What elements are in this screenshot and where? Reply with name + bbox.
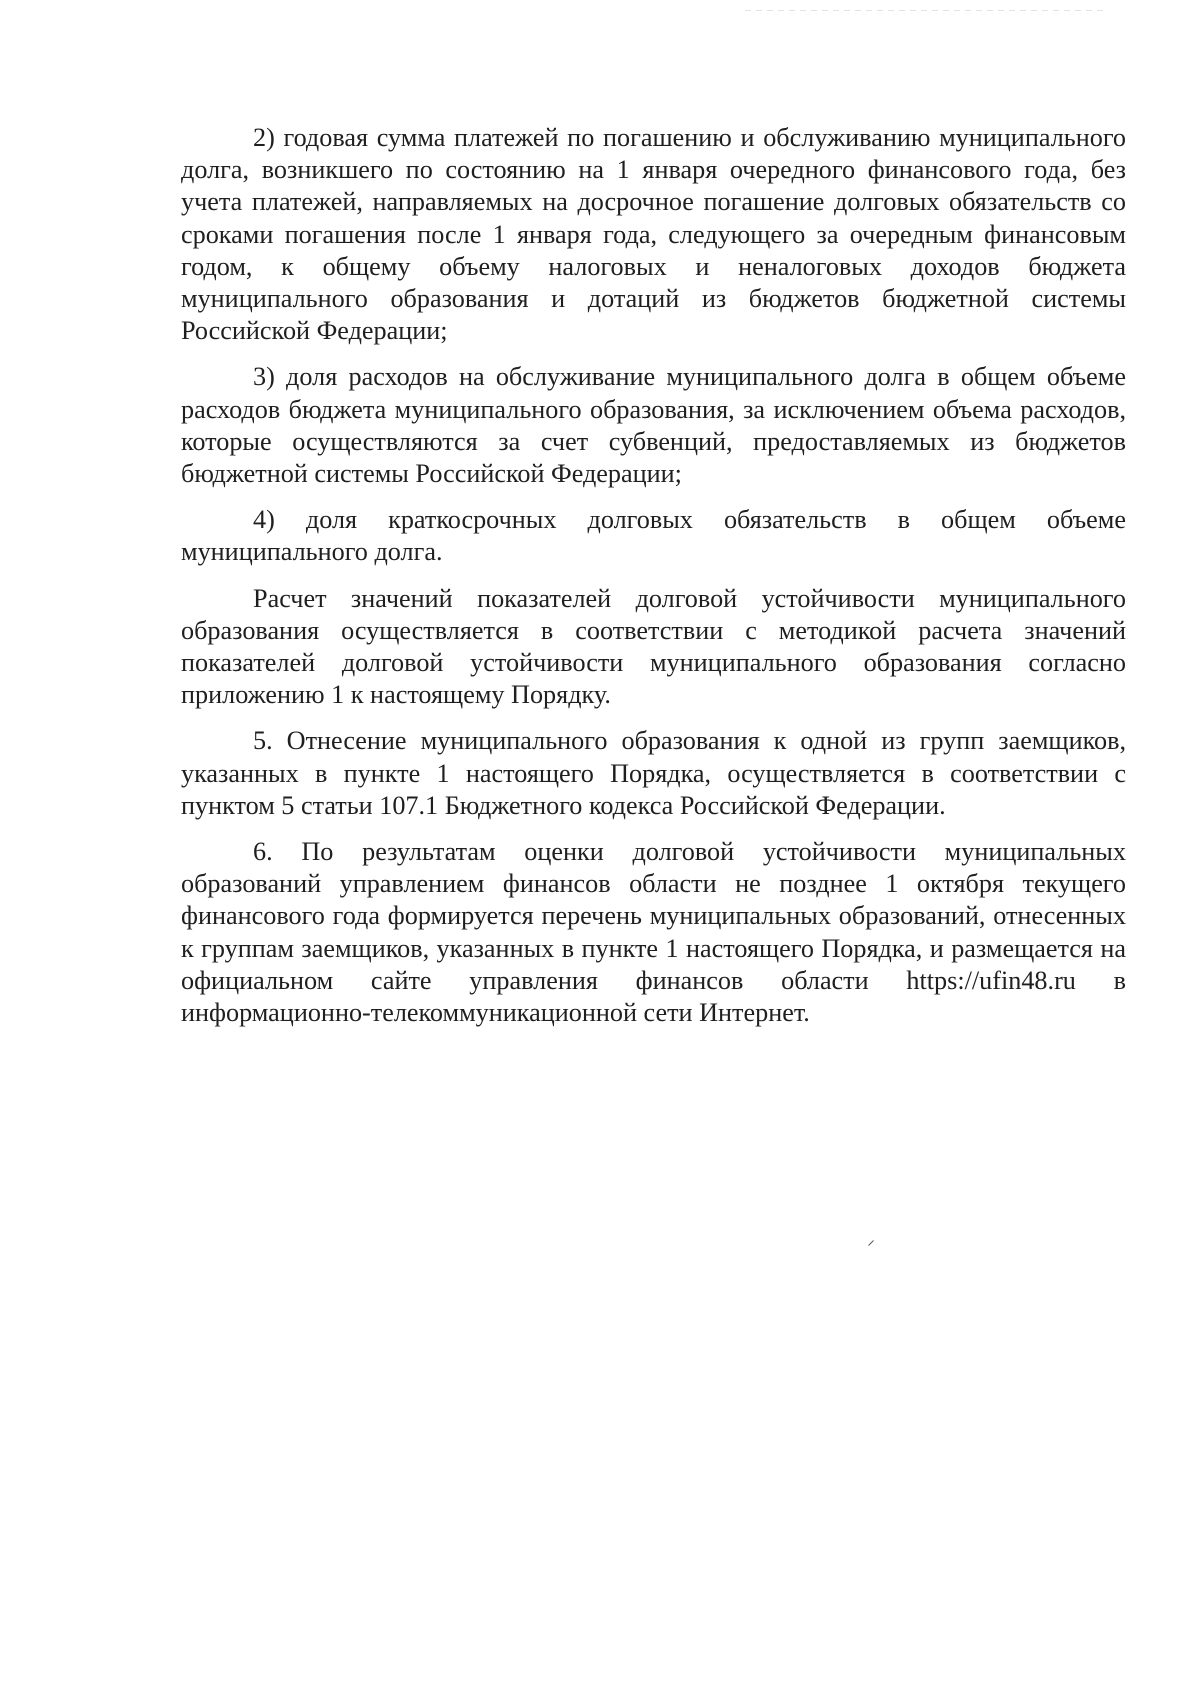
paragraph-section-6: 6. По результатам оценки долговой устойчивости муниципальных образований управлением финансов области не позднее 1 октября текущего финансового года формируется перечень муниципальных образований, отнесенных к группам заемщиков, указанных в пункте 1 настоящего Порядка, и размещается на официальном сайте управления финансов области https://ufin48.ru в информационно-телекоммуникационной сети Интернет. — [181, 837, 1126, 1028]
pen-mark — [868, 1240, 874, 1246]
paragraph-item-3: 3) доля расходов на обслуживание муниципального долга в общем объеме расходов бюджета муниципального образования, за исключением объема расходов, которые осуществляются за счет субвенций, предоставляемых из бюджетов бюджетной системы Российской Федерации; — [181, 362, 1126, 489]
paragraph-item-4: 4) доля краткосрочных долговых обязательств в общем объеме муниципального долга. — [181, 505, 1126, 567]
scan-artifact — [745, 10, 1105, 11]
paragraph-calculation: Расчет значений показателей долговой устойчивости муниципального образования осуществляется в соответствии с методикой расчета значений показателей долговой устойчивости муниципального образования согласно приложению 1 к настоящему Порядку. — [181, 583, 1126, 710]
paragraph-item-2: 2) годовая сумма платежей по погашению и обслуживанию муниципального долга, возникшего по состоянию на 1 января очередного финансового года, без учета платежей, направляемых на досрочное погашение долговых обязательств со сроками погашения после 1 января года, следующего за очередным финансовым годом, к общему объему налоговых и неналоговых доходов бюджета муниципального образования и дотаций из бюджетов бюджетной системы Российской Федерации; — [181, 123, 1126, 346]
document-body — [181, 122, 1126, 1043]
paragraph-section-5: 5. Отнесение муниципального образования к одной из групп заемщиков, указанных в пункте 1 настоящего Порядка, осуществляется в соответствии с пунктом 5 статьи 107.1 Бюджетного кодекса Российской Федерации. — [181, 726, 1126, 820]
